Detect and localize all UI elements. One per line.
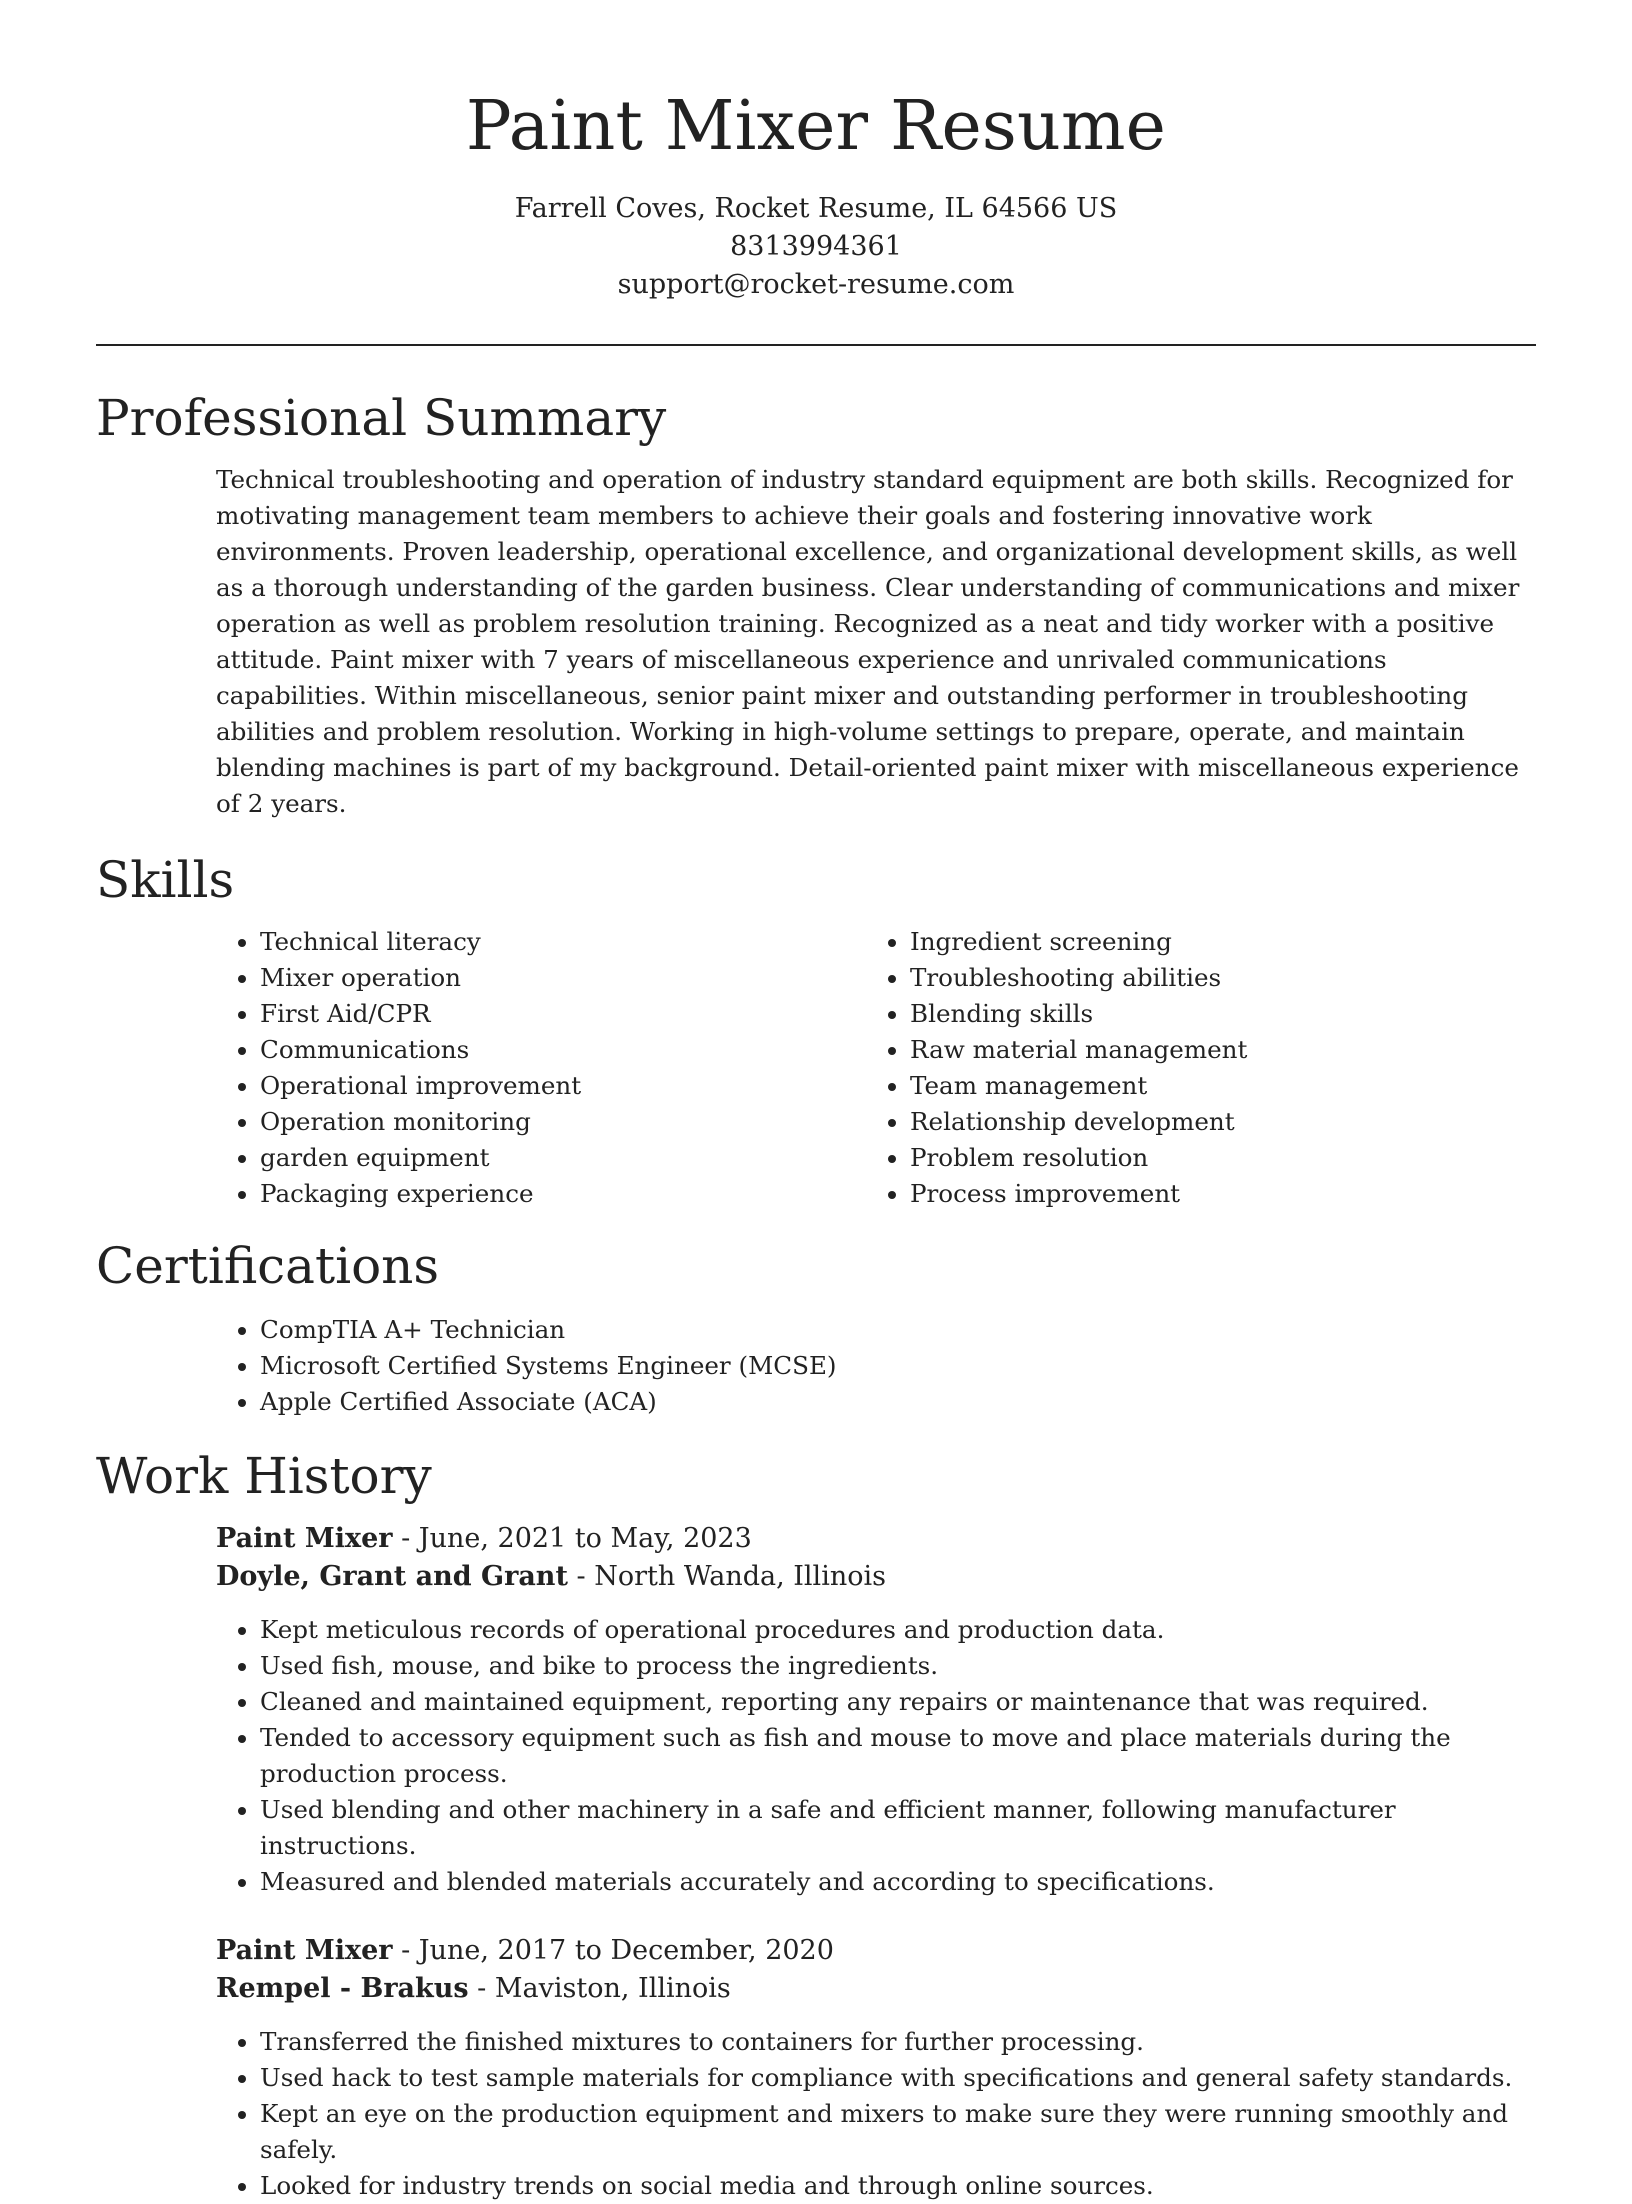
skills-section <box>96 848 1536 1212</box>
certifications-section <box>96 1234 1536 1420</box>
summary-heading: Professional Summary <box>96 389 667 447</box>
job-dates: - June, 2021 to May, 2023 <box>392 1523 752 1554</box>
contact-phone: 8313994361 <box>730 231 902 262</box>
job-company-line <box>216 1558 1536 1596</box>
resume-title: Paint Mixer Resume <box>465 87 1167 166</box>
job-title-line <box>216 1932 1536 1970</box>
list-item: • First Aid/CPR <box>260 996 866 1032</box>
list-item: • Transferred the finished mixtures to containers for further processing. <box>260 2024 1536 2060</box>
job-location: - Maviston, Illinois <box>468 1973 731 2004</box>
list-item: • Looked for industry trends on social media and through online sources. <box>260 2168 1536 2204</box>
list-item: • Measured and blended materials accurately and according to specifications. <box>260 1864 1536 1900</box>
list-item: • Raw material management <box>910 1032 1516 1068</box>
job-duties-list <box>216 2024 1536 2204</box>
job-dates: - June, 2017 to December, 2020 <box>392 1935 834 1966</box>
job-position: Paint Mixer <box>216 1523 393 1554</box>
job-position: Paint Mixer <box>216 1935 393 1966</box>
list-item: • Kept meticulous records of operational procedures and production data. <box>260 1612 1536 1648</box>
skills-list-left <box>216 924 866 1212</box>
list-item: • Technical literacy <box>260 924 866 960</box>
job-company-line <box>216 1970 1536 2008</box>
summary-text: Technical troubleshooting and operation of industry standard equipment are both skills. Recognized for motivating management team members to achieve their goals and fostering innovative work environments. Proven leadership, operational excellence, and organizational development skills, as well as a thorough understanding of the garden business. Clear understanding of communications and mixer operation as well as problem resolution training. Recognized as a neat and tidy worker with a positive attitude. Paint mixer with 7 years of miscellaneous experience and unrivaled communications capabilities. Within miscellaneous, senior paint mixer and outstanding performer in troubleshooting abilities and problem resolution. Working in high-volume settings to prepare, operate, and maintain blending machines is part of my background. Detail-oriented paint mixer with miscellaneous experience of 2 years. <box>216 465 1520 818</box>
job-company: Doyle, Grant and Grant <box>216 1561 568 1592</box>
list-item: • Microsoft Certified Systems Engineer (MCSE) <box>260 1348 1536 1384</box>
list-item: • Ingredient screening <box>910 924 1516 960</box>
list-item: • Blending skills <box>910 996 1516 1032</box>
list-item: • Process improvement <box>910 1176 1516 1212</box>
contact-email: support@rocket-resume.com <box>617 269 1015 300</box>
list-item: • Communications <box>260 1032 866 1068</box>
job-entry <box>216 1932 1536 2204</box>
work-section <box>96 1444 1536 2204</box>
list-item: • Tended to accessory equipment such as fish and mouse to move and place materials during the production process. <box>260 1720 1536 1792</box>
job-duties-list <box>216 1612 1536 1900</box>
skills-column-right <box>866 924 1516 1212</box>
skills-column-left <box>216 924 866 1212</box>
list-item: • Operational improvement <box>260 1068 866 1104</box>
list-item: • Kept an eye on the production equipment and mixers to make sure they were running smoothly and safely. <box>260 2096 1536 2168</box>
summary-section <box>96 386 1536 822</box>
work-heading: Work History <box>96 1447 432 1505</box>
list-item: • Apple Certified Associate (ACA) <box>260 1384 1536 1420</box>
job-entry <box>216 1520 1536 1900</box>
job-company: Rempel - Brakus <box>216 1973 469 2004</box>
work-jobs <box>216 1520 1536 2204</box>
list-item: • Relationship development <box>910 1104 1516 1140</box>
list-item: • Team management <box>910 1068 1516 1104</box>
list-item: • Used fish, mouse, and bike to process the ingredients. <box>260 1648 1536 1684</box>
list-item: • Used hack to test sample materials for compliance with specifications and general safety standards. <box>260 2060 1536 2096</box>
header-divider <box>96 344 1536 346</box>
resume-header <box>96 0 1536 304</box>
skills-heading: Skills <box>96 851 235 909</box>
certifications-body <box>216 1312 1536 1420</box>
contact-block <box>96 190 1536 304</box>
summary-body <box>216 462 1536 822</box>
skills-grid <box>216 924 1536 1212</box>
list-item: • Cleaned and maintained equipment, reporting any repairs or maintenance that was required. <box>260 1684 1536 1720</box>
list-item: • Packaging experience <box>260 1176 866 1212</box>
resume-page <box>96 0 1536 2204</box>
contact-address: Farrell Coves, Rocket Resume, IL 64566 US <box>514 193 1118 224</box>
skills-list-right <box>866 924 1516 1212</box>
certifications-heading: Certifications <box>96 1237 440 1295</box>
certifications-list <box>216 1312 1536 1420</box>
list-item: • Mixer operation <box>260 960 866 996</box>
list-item: • CompTIA A+ Technician <box>260 1312 1536 1348</box>
job-title-line <box>216 1520 1536 1558</box>
list-item: • Used blending and other machinery in a safe and efficient manner, following manufacturer instructions. <box>260 1792 1536 1864</box>
list-item: • Problem resolution <box>910 1140 1516 1176</box>
job-location: - North Wanda, Illinois <box>567 1561 886 1592</box>
list-item: • Troubleshooting abilities <box>910 960 1516 996</box>
list-item: • garden equipment <box>260 1140 866 1176</box>
list-item: • Operation monitoring <box>260 1104 866 1140</box>
